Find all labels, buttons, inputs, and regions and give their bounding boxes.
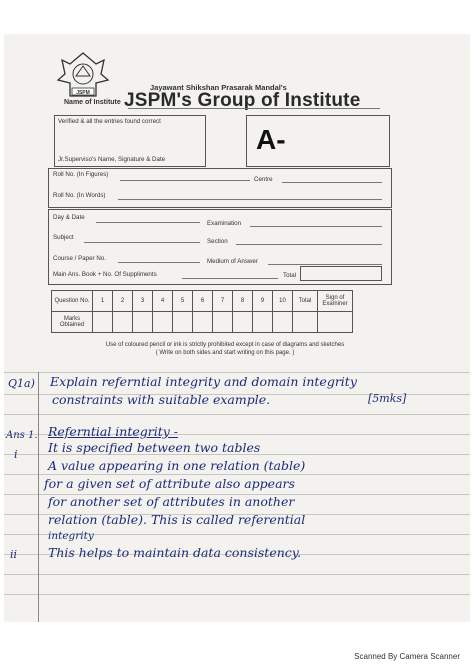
question-line-1: Explain referntial integrity and domain integrity (50, 374, 357, 389)
mark-cell (173, 312, 193, 333)
subject-label: Subject (53, 234, 74, 241)
total-cell (293, 312, 318, 333)
main-ans-line (182, 278, 278, 279)
roll-figures-label: Roll No. (In Figures) (53, 171, 109, 178)
question-8: 8 (233, 291, 253, 312)
instruction-line-1: Use of coloured pencil or ink is strictly prohibited except in case of diagrams and sketches (105, 342, 345, 348)
instructions (70, 341, 380, 357)
question-line-2: constraints with suitable example. (52, 392, 271, 407)
centre-line (282, 182, 382, 183)
question-2: 2 (113, 291, 133, 312)
course-paper-line (118, 262, 200, 263)
mark-cell (193, 312, 213, 333)
answer-line-2: A value appearing in one relation (table) (48, 458, 306, 473)
verified-label: Verified & all the entries found correct (58, 118, 161, 125)
roll-figures-line (120, 180, 250, 181)
institute-line (128, 108, 380, 109)
question-label: Question No. (52, 291, 93, 312)
mark-cell (93, 312, 113, 333)
answer-line-6: integrity (48, 530, 94, 542)
total-box (300, 266, 382, 281)
question-row (52, 291, 353, 312)
answer-line-1: It is specified between two tables (48, 440, 261, 455)
point-i-marker: i (14, 448, 18, 461)
question-5: 5 (173, 291, 193, 312)
mark-cell (233, 312, 253, 333)
course-paper-label: Course / Paper No. (53, 255, 106, 262)
page-title: JSPM's Group of Institute (124, 90, 361, 111)
svg-text:JSPM: JSPM (76, 90, 90, 96)
supervisor-label: Jr.Superviso's Name, Signature & Date (58, 156, 166, 163)
margin-line (38, 372, 39, 622)
answer-line-3: for a given set of attribute also appears (44, 476, 295, 491)
marks-row (52, 312, 353, 333)
ruled-line (4, 574, 470, 575)
section-line (236, 244, 382, 245)
marks-table (51, 290, 353, 333)
question-4: 4 (153, 291, 173, 312)
ruled-line (4, 594, 470, 595)
examination-line (250, 226, 382, 227)
examination-label: Examination (207, 220, 242, 227)
question-3: 3 (133, 291, 153, 312)
question-7: 7 (213, 291, 233, 312)
jspm-logo-icon (56, 50, 110, 102)
answer-heading: Referntial integrity - (48, 424, 179, 439)
question-label: Q1a) (8, 377, 35, 390)
day-date-line (96, 222, 200, 223)
instruction-line-2: ( Write on both sides and start writing on this page. ) (155, 350, 295, 356)
mark-cell (253, 312, 273, 333)
mark-cell (113, 312, 133, 333)
question-marks: [5mks] (368, 392, 407, 405)
answer-label: Ans 1. (6, 430, 38, 441)
org-name: Jayawant Shikshan Prasarak Mandal's (150, 83, 287, 92)
main-ans-label: Main Ans. Book + No. Of Suppliments (53, 271, 157, 278)
marks-obtained-label: Marks Obtained (52, 312, 93, 333)
name-of-institute-label: Name of Institute (64, 99, 121, 106)
mark-cell (153, 312, 173, 333)
ruled-line (4, 474, 470, 475)
question-6: 6 (193, 291, 213, 312)
centre-label: Centre (254, 176, 273, 183)
ruled-line (4, 414, 470, 415)
ruled-line (4, 372, 470, 373)
answer-line-7: This helps to maintain data consistency. (48, 545, 302, 560)
mark-cell (133, 312, 153, 333)
total-header: Total (293, 291, 318, 312)
total-label: Total (283, 272, 297, 279)
subject-line (84, 242, 200, 243)
day-date-label: Day & Date (53, 214, 85, 221)
roll-words-line (118, 199, 382, 200)
sign-cell (318, 312, 353, 333)
question-9: 9 (253, 291, 273, 312)
answer-line-5: relation (table). This is called referential (48, 512, 306, 527)
scanner-watermark: Scanned By Camera Scanner (354, 652, 460, 661)
roll-words-label: Roll No. (In Words) (53, 192, 106, 199)
answer-line-4: for another set of attributes in another (48, 494, 295, 509)
question-10: 10 (273, 291, 293, 312)
grade-mark: A- (256, 124, 286, 155)
mark-cell (273, 312, 293, 333)
point-ii-marker: ii (10, 548, 18, 561)
medium-label: Medium of Answer (207, 258, 258, 265)
question-1: 1 (93, 291, 113, 312)
mark-cell (213, 312, 233, 333)
examiner-sign-header: Sign of Examiner (318, 291, 353, 312)
medium-line (268, 264, 382, 265)
section-label: Section (207, 238, 228, 245)
